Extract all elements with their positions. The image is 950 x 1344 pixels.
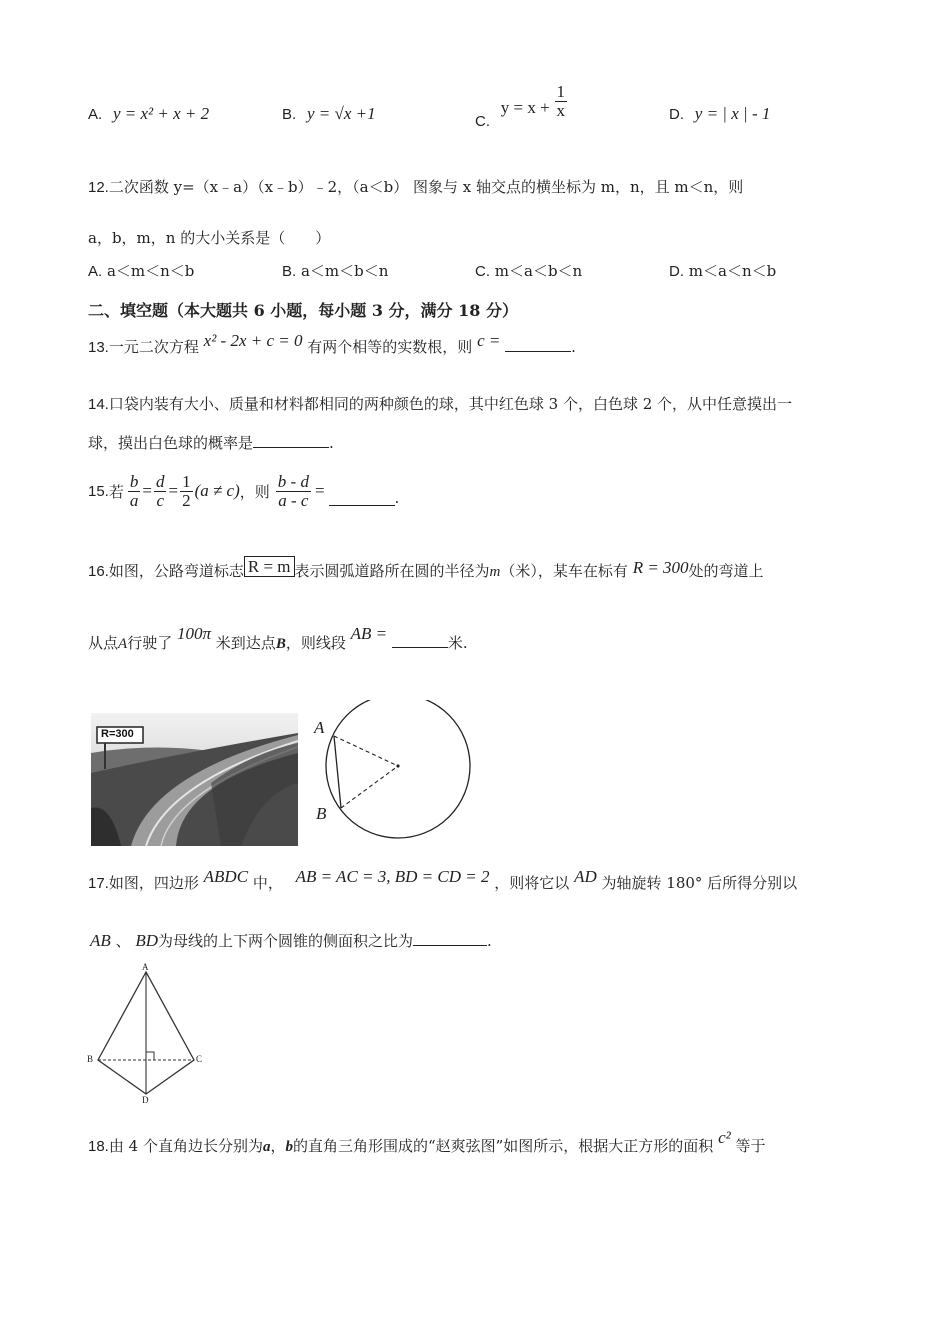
q11-option-c-lhs: y = x + [500, 98, 550, 118]
circle-label-a: A [314, 718, 325, 737]
q17-line1 [88, 867, 798, 893]
q17-text: 为母线的上下两个圆锥的侧面积之比为 [158, 932, 414, 950]
q17-sep: 、 [115, 932, 131, 950]
kite-label-d: D [142, 1095, 149, 1105]
q15-f4-num: b - d [277, 471, 309, 491]
q17-bd: BD [135, 931, 159, 950]
q14-line2 [88, 432, 334, 453]
q12-option-d-text: m＜a＜n＜b [688, 262, 777, 280]
kite-label-c: C [196, 1054, 203, 1064]
q16-sign-box: R = m [244, 556, 295, 577]
q12-option-d [669, 260, 776, 281]
q11-c-denominator: x [556, 100, 565, 120]
q11-option-a [88, 104, 209, 124]
q16-line2-mid2: 米到达点 [215, 634, 276, 652]
q11-option-c [475, 82, 567, 131]
q12-text-1: 二次函数 y=（x﹣a）（x﹣b）﹣2，（a＜b） 图象与 x 轴交点的横坐标为 m，n，且 m＜n，则 [108, 178, 744, 196]
q12-line1 [88, 176, 743, 197]
q16-mid3: 处的弯道上 [688, 562, 764, 580]
road-photo [91, 713, 298, 846]
q16-mid2: （米），某车在标有 [500, 562, 628, 580]
circle-figure [308, 700, 478, 850]
q13-var: c = [477, 331, 501, 350]
q15-f3-num: 1 [182, 471, 191, 491]
q18-post: 等于 [735, 1137, 766, 1155]
q16-unit: 米. [447, 634, 468, 652]
q13-formula: x² - 2x + c = 0 [203, 331, 303, 350]
q13-mid: 有两个相等的实数根，则 [307, 338, 473, 356]
q11-option-b-formula: y = √x +1 [306, 104, 376, 123]
q15-post: . [394, 489, 400, 507]
q17-pre: 如图，四边形 [108, 874, 199, 892]
q14-text-2: 球，摸出白色球的概率是 [88, 434, 254, 452]
q18-pre: 由 4 个直角边长分别为 [108, 1137, 263, 1155]
q18-c-squared: c² [718, 1128, 731, 1147]
q17-mid3: 为轴旋转 180° 后所得分别以 [601, 874, 798, 892]
q15-answer-blank[interactable] [329, 491, 395, 506]
q12-option-c-label: C. [475, 263, 490, 280]
q18-b-var: b [285, 1139, 293, 1155]
q17-line2 [90, 930, 492, 951]
q12-option-c-text: m＜a＜b＜n [494, 262, 583, 280]
q15-frac-1-2 [180, 473, 193, 510]
q16-r-eq: R = 300 [632, 558, 689, 577]
q12-option-a-label: A. [88, 263, 103, 280]
q15-f1-num: b [129, 471, 139, 491]
q17-post: . [487, 932, 492, 950]
section-heading: 二、填空题（本大题共 6 小题，每小题 3 分，满分 18 分） [88, 301, 518, 320]
q12-option-b-text: a＜m＜b＜n [300, 262, 389, 280]
q17-condition: AB = AC = 3, BD = CD = 2 [295, 867, 490, 886]
q15 [88, 466, 399, 516]
q15-f1-den: a [129, 490, 139, 510]
q12-option-b [282, 260, 388, 281]
q17-ab: AB [90, 931, 111, 950]
q11-option-d-label: D. [669, 106, 684, 123]
q14-post: . [329, 434, 334, 452]
q15-condition: (a ≠ c) [194, 481, 240, 500]
q14-number: 14. [88, 396, 109, 413]
q18-mid: 的直角三角形围成的“赵爽弦图”如图所示，根据大正方形的面积 [292, 1137, 714, 1155]
circle-label-b: B [316, 804, 327, 823]
q15-f2-den: c [156, 490, 164, 510]
q18-a-var: a [262, 1139, 271, 1155]
q15-mid: ，则 [239, 482, 270, 501]
q17-axis: AD [574, 867, 597, 886]
q11-option-b [282, 104, 376, 124]
q12-option-c [475, 260, 582, 281]
q12-number: 12. [88, 179, 109, 196]
q11-option-c-label: C. [475, 113, 490, 131]
kite-label-a: A [142, 962, 149, 972]
q14-answer-blank[interactable] [253, 433, 329, 448]
q11-option-b-label: B. [282, 106, 297, 123]
q15-eq3: = [314, 481, 325, 500]
q13 [88, 331, 576, 357]
q16-line2-mid: 行驶了 [127, 634, 173, 652]
q16-line1 [88, 557, 764, 581]
q16-line2-pre: 从点 [88, 634, 119, 652]
q15-frac-d-c [154, 473, 167, 510]
q15-f2-num: d [155, 471, 165, 491]
q15-f3-den: 2 [182, 490, 191, 510]
q18-sep: ， [270, 1137, 286, 1155]
q16-b-var: B [275, 636, 286, 652]
q16-number: 16. [88, 563, 109, 580]
q11-option-d-formula: y = | x | - 1 [694, 104, 771, 123]
kite-figure [84, 962, 214, 1110]
q16-mid: 表示圆弧道路所在圆的半径为 [294, 562, 490, 580]
q12-option-d-label: D. [669, 263, 684, 280]
q11-option-a-label: A. [88, 106, 103, 123]
q14-text-1: 口袋内装有大小、质量和材料都相同的两种颜色的球，其中红色球 3 个，白色球 2 个，从中任意摸出一 [108, 395, 793, 413]
q11-option-c-fraction [555, 83, 568, 120]
q11-option-a-formula: y = x² + x + 2 [112, 104, 210, 123]
q17-quad: ABDC [203, 867, 249, 886]
q11-c-numerator: 1 [556, 82, 565, 101]
q15-eq1: = [142, 481, 152, 500]
q16-pre: 如图，公路弯道标志 [108, 562, 244, 580]
q17-mid: 中， [252, 874, 283, 892]
q13-answer-blank[interactable] [505, 337, 571, 352]
kite-label-b: B [87, 1054, 94, 1064]
road-sign-text: R=300 [101, 728, 134, 740]
q13-number: 13. [88, 339, 109, 356]
q12-line2: a，b，m，n 的大小关系是（ ） [88, 229, 331, 247]
q16-a-var: A [118, 636, 128, 652]
q18-number: 18. [88, 1138, 109, 1155]
q12-option-a [88, 260, 194, 281]
q15-frac-result [276, 473, 311, 510]
q15-eq2: = [168, 481, 179, 500]
q17-answer-blank[interactable] [413, 931, 487, 946]
q14-line1 [88, 393, 792, 414]
q16-line2 [88, 624, 468, 653]
q12-option-a-text: a＜m＜n＜b [106, 262, 195, 280]
q16-line2-mid3: ，则线段 [285, 634, 346, 652]
q17-mid2: ，则将它以 [494, 874, 570, 892]
q12-option-b-label: B. [282, 263, 297, 280]
q13-pre: 一元二次方程 [108, 338, 199, 356]
q13-post: . [571, 338, 576, 356]
q16-distance: 100π [176, 624, 212, 643]
q18 [88, 1128, 766, 1156]
q16-ab: AB = [350, 624, 388, 643]
q17-number: 17. [88, 875, 109, 892]
q15-f4-den: a - c [278, 490, 309, 510]
q16-answer-blank[interactable] [392, 633, 448, 648]
q11-option-d [669, 104, 770, 124]
q16-m-var: m [489, 564, 501, 580]
q15-frac-b-a [128, 473, 141, 510]
q15-number: 15. [88, 482, 109, 500]
q15-pre: 若 [108, 482, 124, 501]
